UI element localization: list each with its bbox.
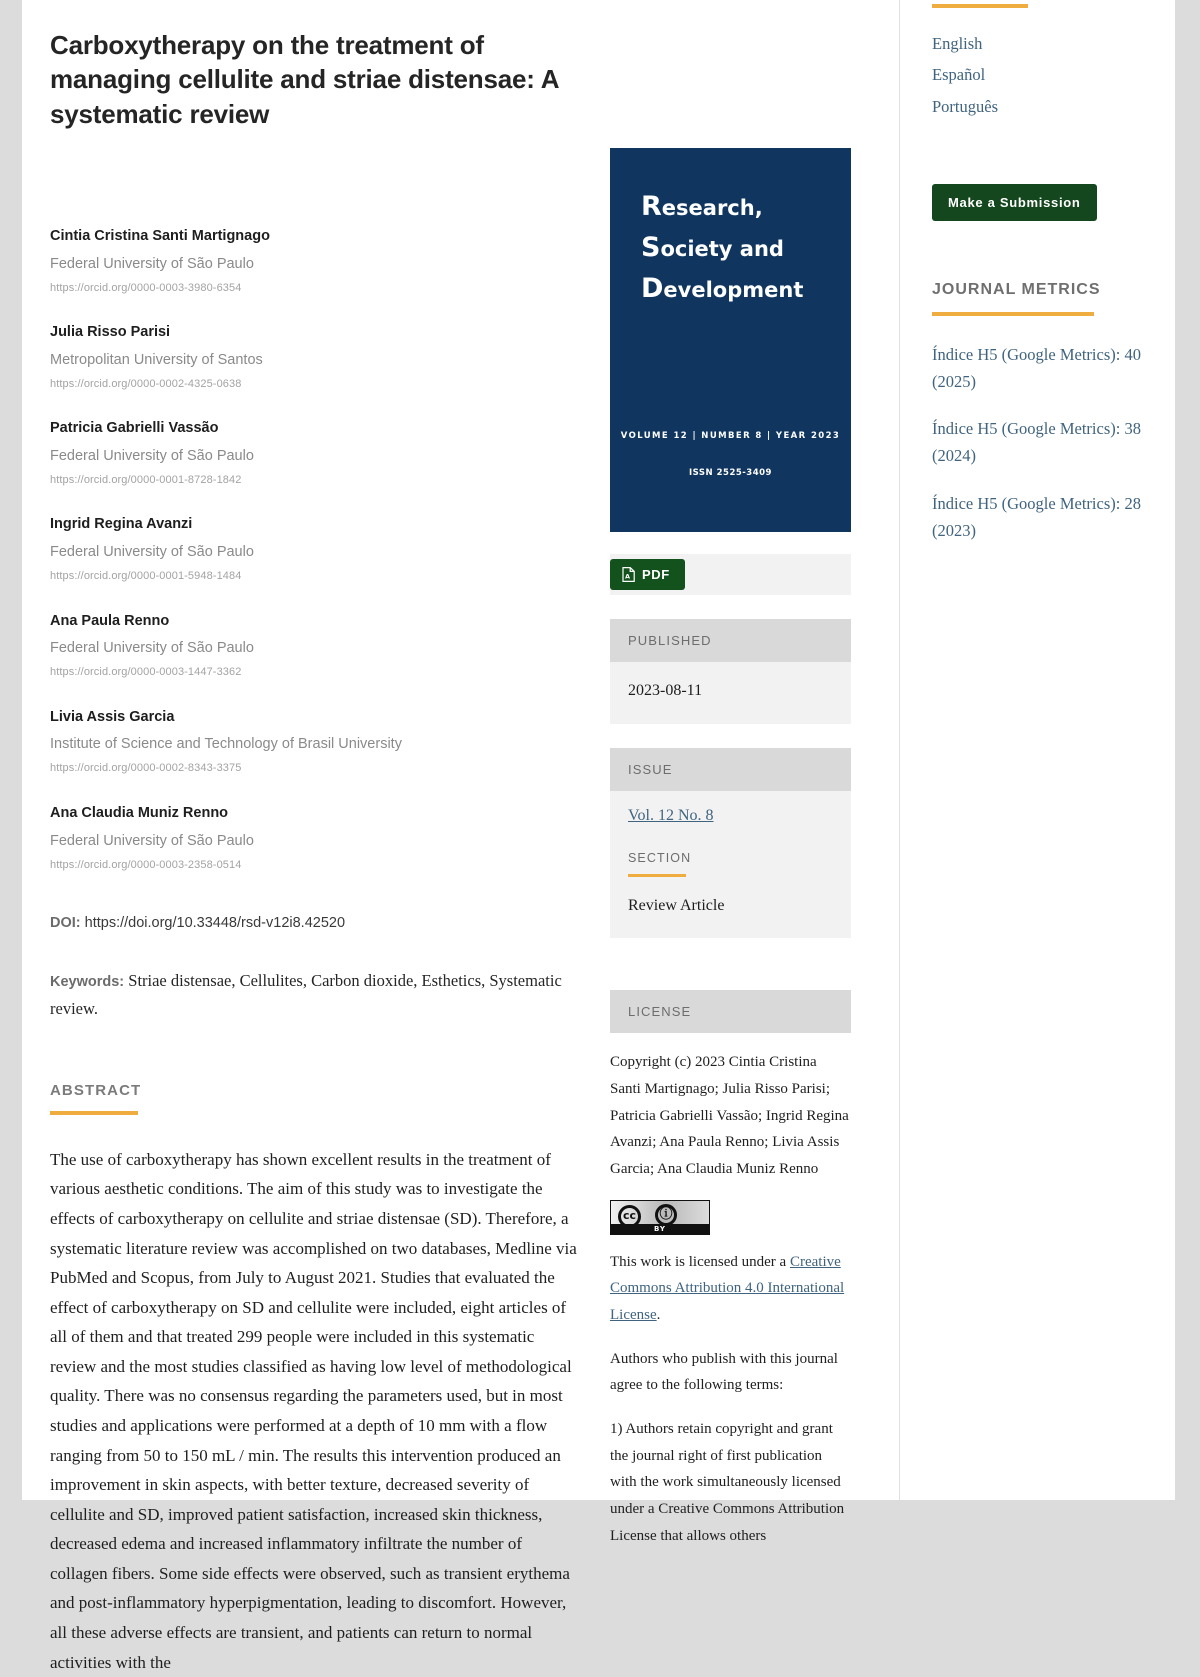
author-entry	[50, 226, 580, 296]
cc-by-label: BY	[611, 1224, 709, 1234]
pdf-file-icon	[622, 567, 635, 582]
language-link-english[interactable]: English	[932, 34, 983, 53]
doi-label: DOI:	[50, 915, 81, 932]
language-switcher	[932, 28, 1175, 122]
published-box	[610, 619, 851, 724]
published-date: 2023-08-11	[628, 682, 703, 699]
section-heading: SECTION	[628, 850, 692, 865]
attribution-person-icon: ⓘ	[655, 1204, 677, 1226]
license-heading: LICENSE	[610, 990, 851, 1033]
authors-list	[50, 226, 580, 873]
page-container	[22, 0, 1175, 1672]
article-sidebar-column	[610, 0, 900, 1544]
license-box	[610, 990, 851, 1549]
pdf-button-label: PDF	[642, 567, 670, 582]
author-name: Ingrid Regina Avanzi	[50, 516, 193, 533]
author-entry	[50, 611, 580, 681]
author-entry	[50, 322, 580, 392]
creative-commons-by-badge-icon[interactable]	[610, 1200, 710, 1235]
cover-title-rest: esearch,	[661, 196, 763, 220]
cover-title-cap: R	[641, 191, 662, 222]
abstract-text: The use of carboxytherapy has shown excellent results in the treatment of various aesthetic conditions. The aim of this study was to investigate the effects of carboxytherapy on cellulite and striae distensae (SD). Therefore, a systematic literature review was accomplished on two databases, Medline via PubMed and Scopus, from July to August 2021. Studies that evaluated the effect of carboxytherapy on SD and cellulite were included, eight articles of all of them and that treated 299 people were included in this systematic review and the most studies classified as having low level of methodological quality. There was no consensus regarding the parameters used, but in most studies and applications were performed at a depth of 10 mm with a flow ranging from 50 to 150 mL / min. The results this intervention produced an improvement in skin aspects, with better texture, decreased severity of cellulite and SD, improved patient satisfaction, increased skin thickness, decreased edema and increased inflammatory infiltrate the number of collagen fibers. Some side effects were observed, such as transient erythema and post-inflammatory hyperpigmentation, leading to discomfort. However, all these adverse effects are transient, and patients can return to normal activities with the	[50, 1149, 577, 1672]
article-main-column	[22, 0, 610, 1672]
license-statement	[610, 1249, 851, 1329]
license-suffix: .	[656, 1307, 661, 1323]
license-term-one: 1) Authors retain copyright and grant the journal right of first publication with the work simultaneously licensed under a Creative Commons Attribution License that allows others	[610, 1421, 845, 1544]
metric-link[interactable]: Índice H5 (Google Metrics): 38 (2024)	[932, 419, 1141, 466]
author-name: Ana Claudia Muniz Renno	[50, 804, 229, 821]
cover-title	[641, 186, 803, 309]
cover-title-cap: S	[641, 232, 661, 264]
author-name: Ana Paula Renno	[50, 612, 170, 629]
pdf-download-button[interactable]	[610, 559, 685, 590]
language-link-espanol[interactable]: Español	[932, 65, 986, 85]
keywords-value: Striae distensae, Cellulites, Carbon dioxide, Esthetics, Systematic review.	[50, 971, 562, 1019]
abstract-heading-rule	[50, 1111, 138, 1115]
svg-text:A: A	[625, 572, 631, 581]
site-sidebar	[900, 0, 1175, 1500]
cover-volume-line: VOLUME 12 | NUMBER 8 | YEAR 2023	[620, 431, 841, 441]
cover-issn: ISSN 2525-3409	[689, 468, 772, 478]
creative-commons-license-link[interactable]: Creative Commons Attribution 4.0 International License	[610, 1253, 845, 1323]
section-heading-rule	[628, 874, 686, 877]
author-affiliation: Federal University of São Paulo	[50, 544, 254, 561]
keywords-label: Keywords:	[50, 974, 125, 991]
author-entry	[50, 707, 580, 777]
author-orcid-link[interactable]: https://orcid.org/0000-0002-4325-0638	[50, 377, 242, 390]
doi-block	[50, 915, 580, 931]
author-entry	[50, 514, 580, 584]
cover-title-rest: ociety and	[660, 237, 784, 262]
author-affiliation: Federal University of São Paulo	[50, 832, 254, 849]
issue-heading: ISSUE	[610, 748, 851, 791]
author-orcid-link[interactable]: https://orcid.org/0000-0003-2358-0514	[50, 858, 242, 871]
author-orcid-link[interactable]: https://orcid.org/0000-0003-3980-6354	[50, 281, 242, 294]
abstract-heading: ABSTRACT	[50, 1081, 142, 1099]
author-affiliation: Institute of Science and Technology of Brasil University	[50, 736, 402, 753]
cover-title-cap: D	[641, 273, 664, 305]
author-orcid-link[interactable]: https://orcid.org/0000-0002-8343-3375	[50, 762, 242, 775]
journal-metrics-list	[932, 342, 1175, 544]
galley-links-row	[610, 554, 851, 595]
language-block-rule	[932, 4, 1028, 8]
language-link-portugues[interactable]: Português	[932, 96, 998, 116]
keywords-block	[50, 967, 580, 1024]
author-affiliation: Metropolitan University of Santos	[50, 351, 263, 368]
journal-cover-image[interactable]	[610, 148, 851, 532]
author-affiliation: Federal University of São Paulo	[50, 448, 254, 464]
abstract-section	[50, 1082, 580, 1677]
doi-value[interactable]: https://doi.org/10.33448/rsd-v12i8.42520	[80, 915, 346, 932]
cover-title-rest: evelopment	[663, 278, 804, 303]
author-name: Cintia Cristina Santi Martignago	[50, 227, 270, 244]
author-affiliation: Federal University of São Paulo	[50, 640, 254, 657]
cc-icon: cc	[618, 1205, 641, 1228]
license-prefix: This work is licensed under a	[610, 1253, 790, 1270]
author-entry	[50, 418, 580, 488]
make-a-submission-button[interactable]: Make a Submission	[932, 184, 1097, 221]
author-name: Patricia Gabrielli Vassão	[50, 420, 219, 437]
license-copyright: Copyright (c) 2023 Cintia Cristina Santi Martignago; Julia Risso Parisi; Patricia Gabrielli Vassão; Ingrid Regina Avanzi; Ana Paula Renno; Livia Assis Garcia; Ana Claudia Muniz Renno	[610, 1054, 849, 1177]
journal-metrics-rule	[932, 312, 1094, 316]
issue-box	[610, 748, 851, 939]
issue-link[interactable]: Vol. 12 No. 8	[628, 806, 714, 824]
author-entry	[50, 803, 580, 873]
journal-metrics-heading: JOURNAL METRICS	[932, 281, 1101, 299]
page-title: Carboxytherapy on the treatment of managing cellulite and striae distensae: A systematic review	[50, 30, 559, 129]
published-heading: PUBLISHED	[610, 619, 851, 662]
page-layout	[22, 0, 1175, 1672]
author-orcid-link[interactable]: https://orcid.org/0000-0001-5948-1484	[50, 570, 242, 583]
issue-body	[610, 791, 851, 939]
author-name: Julia Risso Parisi	[50, 324, 171, 341]
author-name: Livia Assis Garcia	[50, 708, 175, 725]
metric-link[interactable]: Índice H5 (Google Metrics): 28 (2023)	[932, 493, 1141, 540]
license-body	[610, 1033, 851, 1549]
published-body	[610, 662, 851, 724]
section-value: Review Article	[628, 896, 725, 914]
license-terms-intro: Authors who publish with this journal agree to the following terms:	[610, 1350, 838, 1394]
author-orcid-link[interactable]: https://orcid.org/0000-0003-1447-3362	[50, 666, 242, 679]
author-orcid-link[interactable]: https://orcid.org/0000-0001-8728-1842	[50, 474, 242, 487]
author-affiliation: Federal University of São Paulo	[50, 255, 254, 272]
metric-link[interactable]: Índice H5 (Google Metrics): 40 (2025)	[932, 345, 1141, 391]
